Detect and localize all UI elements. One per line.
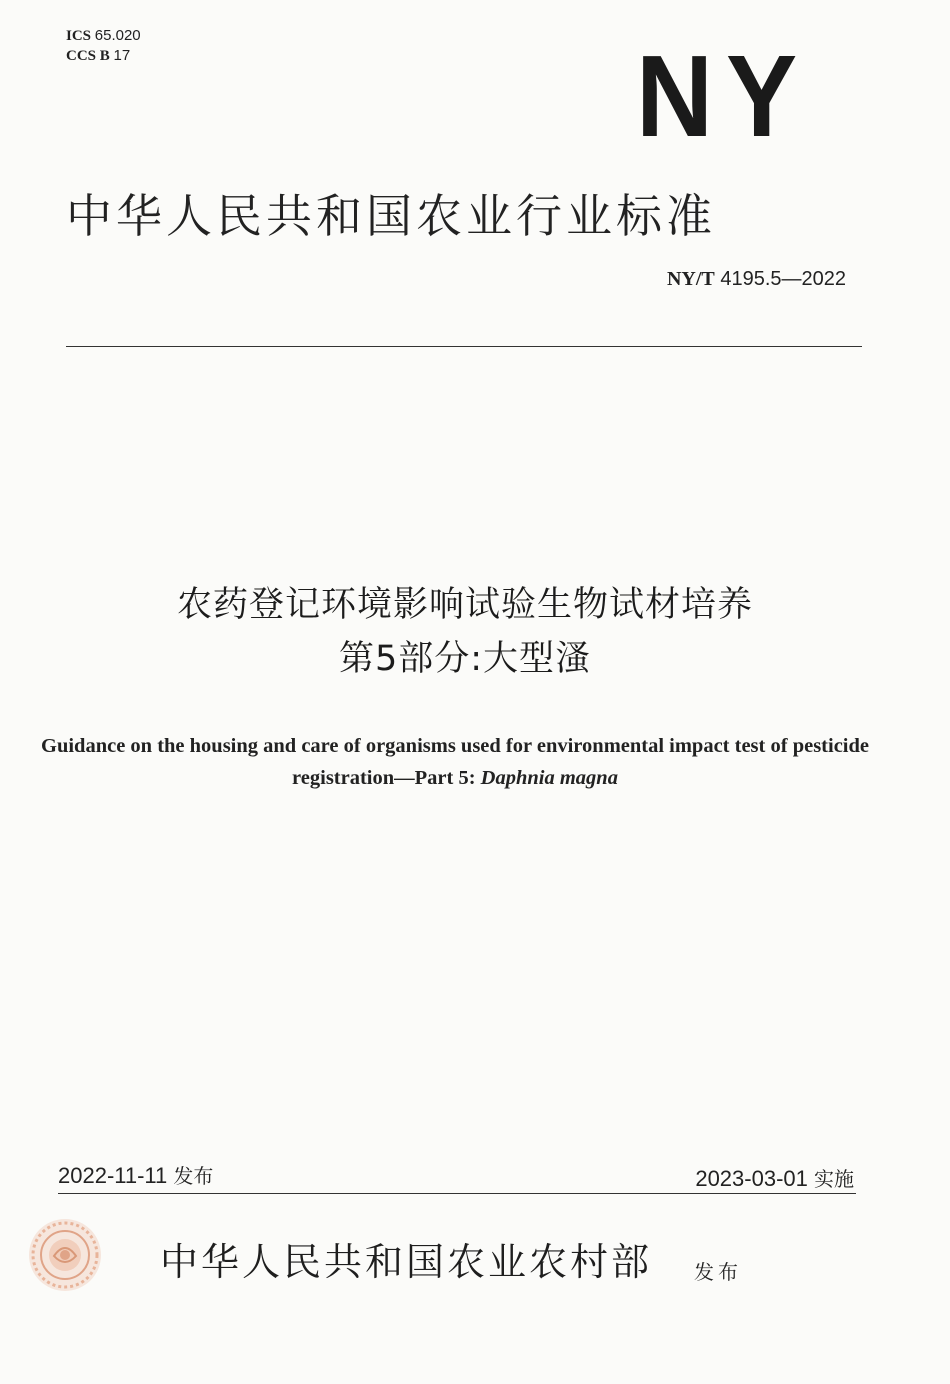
effective-date-value: 2023-03-01 [695,1166,808,1191]
ics-code [66,26,141,46]
ministry-seal-icon [26,1216,104,1294]
standard-number [667,268,846,291]
ny-logo: NY [636,31,811,161]
english-title-species: Daphnia magna [480,767,618,789]
standard-number-prefix: NY/T [666,268,715,290]
effective-date [695,1163,854,1192]
classification-codes [66,26,141,66]
publish-date-value: 2022-11-11 [58,1163,168,1188]
standard-number-value: 4195.5—2022 [720,268,846,290]
chinese-title-line2: 第5部分:大型溞 [338,639,592,679]
english-title [40,730,870,794]
standard-category-title: 中华人民共和国农业行业标准 [66,189,716,243]
effective-label: 实施 [814,1167,854,1191]
ccs-code [66,46,141,66]
ics-prefix: ICS [66,28,92,44]
publish-label: 发布 [173,1164,214,1188]
ccs-number: 17 [113,47,131,64]
ics-number: 65.020 [94,27,141,44]
issuer-name: 中华人民共和国农业农村部 [160,1240,653,1284]
top-divider [66,346,862,347]
chinese-title-line1: 农药登记环境影响试验生物试材培养 [176,585,753,625]
english-title-main: Guidance on the housing and care of organisms used for environmental impact test of pesticide registration—Part 5: [41,735,869,789]
chinese-title [0,578,930,686]
ccs-prefix: CCS B [66,48,110,64]
publish-date [58,1160,213,1189]
issuer-suffix: 发布 [694,1260,742,1284]
bottom-divider [58,1193,856,1194]
